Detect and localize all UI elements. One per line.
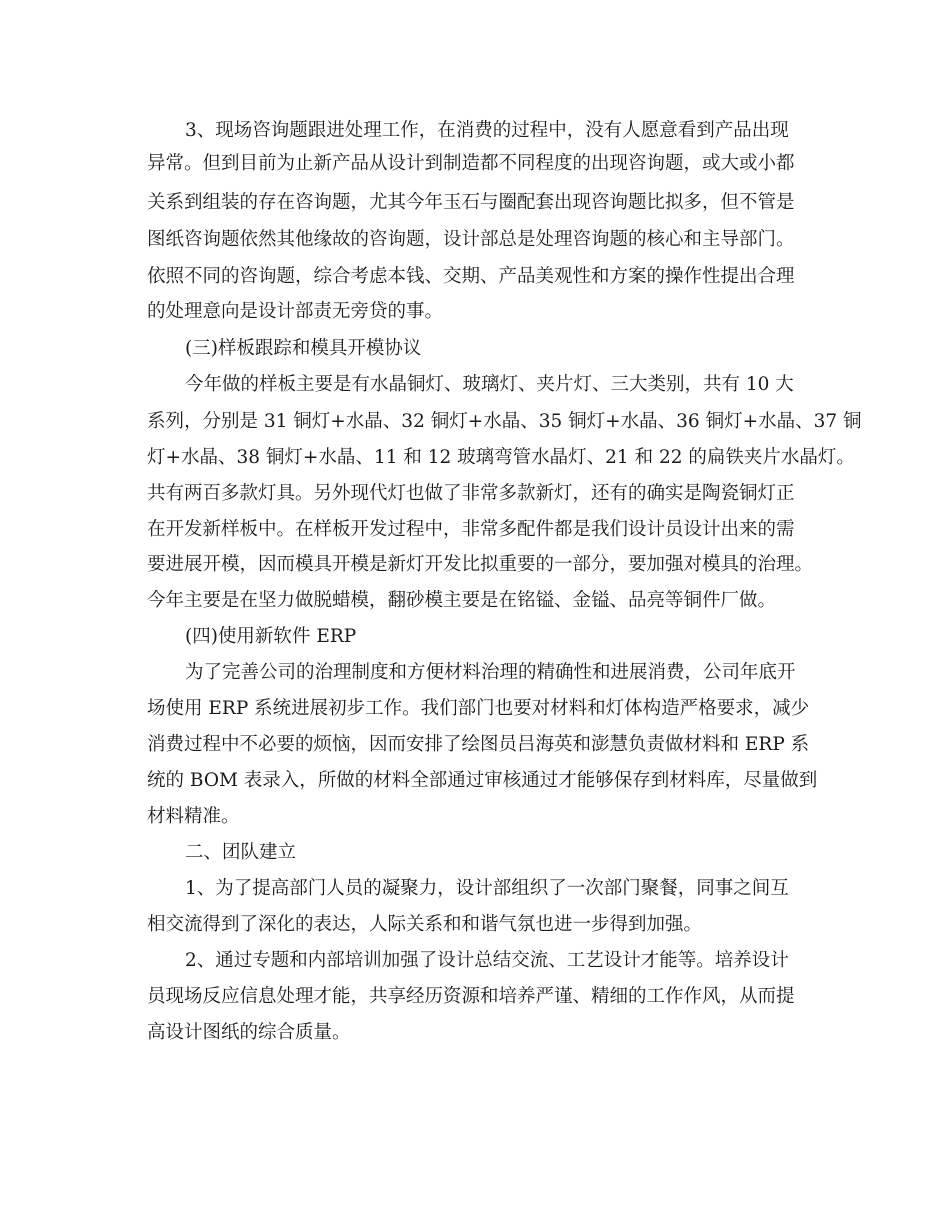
text-line: 灯+水晶、38 铜灯+水晶、11 和 12 玻璃弯管水晶灯、21 和 22 的扁铁夹片水晶灯。 <box>147 447 855 468</box>
text-line: 今年做的样板主要是有水晶铜灯、玻璃灯、夹片灯、三大类别，共有 10 大 <box>185 374 794 395</box>
text-line: 高设计图纸的综合质量。 <box>147 1022 351 1043</box>
text-line: 相交流得到了深化的表达，人际关系和和谐气氛也进一步得到加强。 <box>147 914 703 935</box>
text-line: 2、通过专题和内部培训加强了设计总结交流、工艺设计才能等。培养设计 <box>185 950 789 971</box>
text-line: 今年主要是在坚力做脱蜡模，翻砂模主要是在铭镒、金镒、品亮等铜件厂做。 <box>147 590 777 611</box>
text-line: 异常。但到目前为止新产品从设计到制造都不同程度的出现咨询题，或大或小都 <box>147 153 795 174</box>
section-heading: 二、团队建立 <box>185 842 297 863</box>
text-line: 消费过程中不必要的烦恼，因而安排了绘图员吕海英和澎慧负责做材料和 ERP 系 <box>147 734 810 755</box>
text-line: 共有两百多款灯具。另外现代灯也做了非常多款新灯，还有的确实是陶瓷铜灯正 <box>147 483 795 504</box>
text-line: 要进展开模，因而模具开模是新灯开发比拟重要的一部分，要加强对模具的治理。 <box>147 554 814 575</box>
section-heading: (四)使用新软件 ERP <box>185 626 357 647</box>
text-line: 为了完善公司的治理制度和方便材料治理的精确性和进展消费，公司年底开 <box>185 662 796 683</box>
text-line: 员现场反应信息处理才能，共享经历资源和培养严谨、精细的工作作风，从而提 <box>147 986 795 1007</box>
text-line: 材料精准。 <box>147 806 240 827</box>
text-line: 关系到组装的存在咨询题，尤其今年玉石与圈配套出现咨询题比拟多，但不管是 <box>147 192 795 213</box>
text-line: 统的 BOM 表录入，所做的材料全部通过审核通过才能够保存到材料库，尽量做到 <box>147 770 818 791</box>
text-line: 系列，分别是 31 铜灯+水晶、32 铜灯+水晶、35 铜灯+水晶、36 铜灯+水晶、37 铜 <box>147 411 862 432</box>
section-heading: (三)样板跟踪和模具开模协议 <box>185 338 422 359</box>
text-line: 依照不同的咨询题，综合考虑本钱、交期、产品美观性和方案的操作性提出合理 <box>147 266 795 287</box>
text-line: 1、为了提高部门人员的凝聚力，设计部组织了一次部门聚餐，同事之间互 <box>185 878 789 899</box>
text-line: 场使用 ERP 系统进展初步工作。我们部门也要对材料和灯体构造严格要求，减少 <box>147 698 810 719</box>
text-line: 的处理意向是设计部责无旁贷的事。 <box>147 301 444 322</box>
text-line: 3、现场咨询题跟进处理工作，在消费的过程中，没有人愿意看到产品出现 <box>185 120 789 141</box>
text-line: 图纸咨询题依然其他缘故的咨询题，设计部总是处理咨询题的核心和主导部门。 <box>147 229 795 250</box>
text-line: 在开发新样板中。在样板开发过程中，非常多配件都是我们设计员设计出来的需 <box>147 519 795 540</box>
